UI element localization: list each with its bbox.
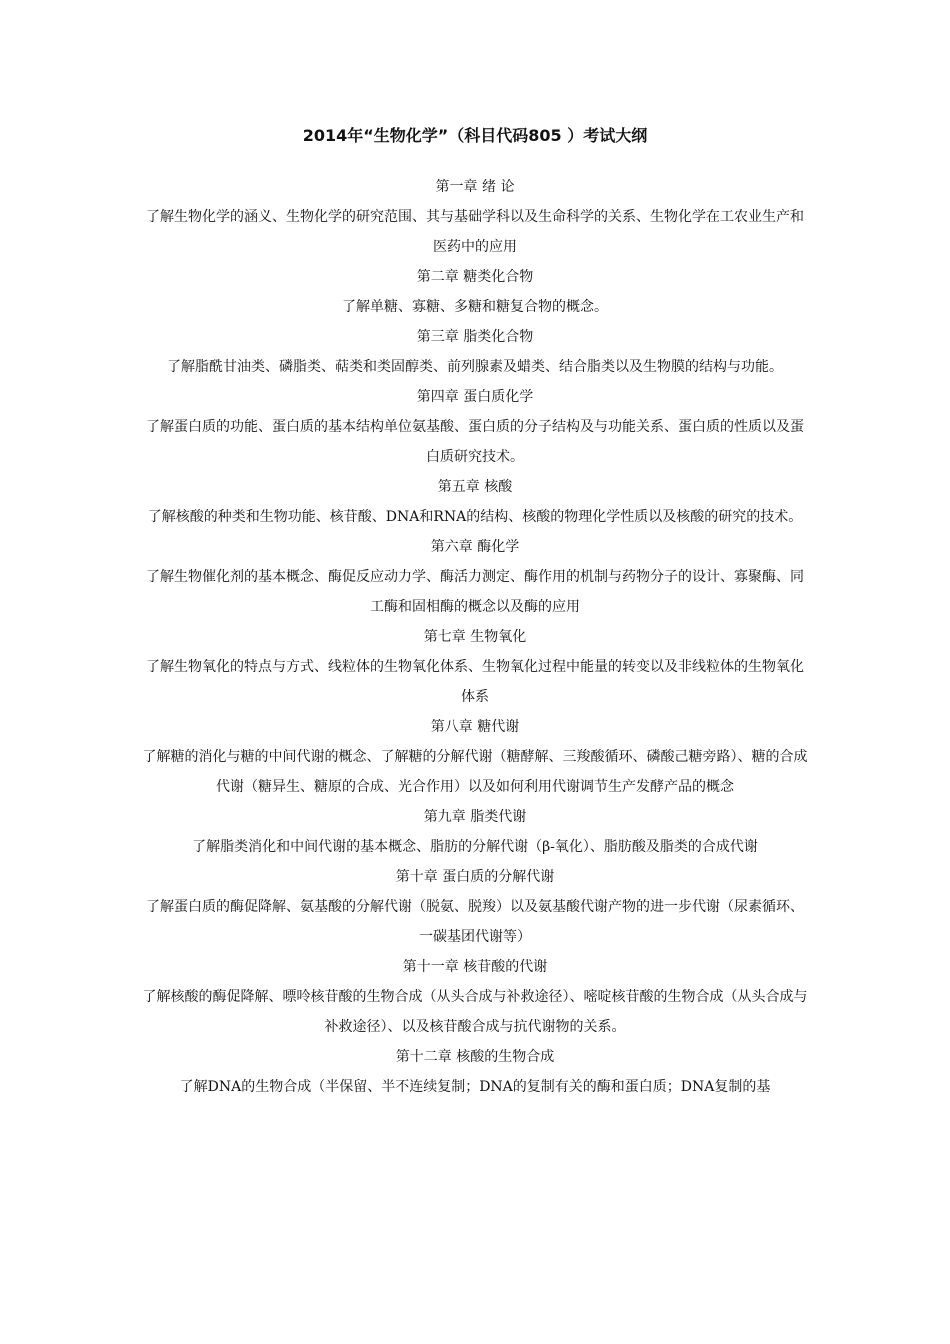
chapter-heading-11: 第十一章 核苷酸的代谢 xyxy=(402,959,548,975)
chapter-heading-10: 第十章 蛋白质的分解代谢 xyxy=(395,869,555,885)
chapter-body-7: 了解生物氧化的特点与方式、线粒体的生物氧化体系、生物氧化过程中能量的转变以及非线粒体的生物氧化体系 xyxy=(146,659,804,705)
chapter-section-6 xyxy=(142,532,808,622)
document-title: 2014年“生物化学”（科目代码805 ）考试大纲 xyxy=(302,126,648,145)
chapter-body-1: 了解生物化学的涵义、生物化学的研究范围、其与基础学科以及生命科学的关系、生物化学在工农业生产和医药中的应用 xyxy=(146,209,804,255)
chapter-section-3 xyxy=(142,322,808,382)
chapter-heading-12: 第十二章 核酸的生物合成 xyxy=(395,1049,555,1065)
chapter-heading-4: 第四章 蛋白质化学 xyxy=(416,389,534,405)
chapter-body-12: 了解DNA的生物合成（半保留、半不连续复制；DNA的复制有关的酶和蛋白质；DNA复制的基 xyxy=(179,1079,771,1095)
chapter-heading-8: 第八章 糖代谢 xyxy=(430,719,520,735)
chapter-body-11: 了解核酸的酶促降解、嘌呤核苷酸的生物合成（从头合成与补救途径）、嘧啶核苷酸的生物合成（从头合成与补救途径）、以及核苷酸合成与抗代谢物的关系。 xyxy=(142,989,808,1035)
chapter-section-2 xyxy=(142,262,808,322)
chapter-section-9 xyxy=(142,802,808,862)
chapter-section-10 xyxy=(142,862,808,952)
chapter-body-3: 了解脂酰甘油类、磷脂类、萜类和类固醇类、前列腺素及蜡类、结合脂类以及生物膜的结构与功能。 xyxy=(167,359,783,375)
chapter-heading-6: 第六章 酶化学 xyxy=(430,539,520,555)
chapter-heading-9: 第九章 脂类代谢 xyxy=(423,809,527,825)
chapter-section-12 xyxy=(142,1042,808,1102)
chapter-heading-2: 第二章 糖类化合物 xyxy=(416,269,534,285)
chapter-section-8 xyxy=(142,712,808,802)
chapter-heading-5: 第五章 核酸 xyxy=(437,479,513,495)
chapter-section-1 xyxy=(142,172,808,262)
chapter-body-10: 了解蛋白质的酶促降解、氨基酸的分解代谢（脱氨、脱羧）以及氨基酸代谢产物的进一步代谢（尿素循环、一碳基团代谢等） xyxy=(146,899,804,945)
document-content xyxy=(142,172,808,1102)
chapter-section-4 xyxy=(142,382,808,472)
chapter-heading-1: 第一章 绪 论 xyxy=(435,179,515,195)
chapter-body-6: 了解生物催化剂的基本概念、酶促反应动力学、酶活力测定、酶作用的机制与药物分子的设计、寡聚酶、同工酶和固相酶的概念以及酶的应用 xyxy=(146,569,804,615)
chapter-heading-7: 第七章 生物氧化 xyxy=(423,629,527,645)
chapter-body-5: 了解核酸的种类和生物功能、核苷酸、DNA和RNA的结构、核酸的物理化学性质以及核酸的研究的技术。 xyxy=(147,509,803,525)
chapter-body-4: 了解蛋白质的功能、蛋白质的基本结构单位氨基酸、蛋白质的分子结构及与功能关系、蛋白质的性质以及蛋白质研究技术。 xyxy=(146,419,804,465)
chapter-section-7 xyxy=(142,622,808,712)
chapter-section-11 xyxy=(142,952,808,1042)
chapter-section-5 xyxy=(142,472,808,532)
chapter-body-8: 了解糖的消化与糖的中间代谢的概念、了解糖的分解代谢（糖酵解、三羧酸循环、磷酸己糖旁路）、糖的合成代谢（糖异生、糖原的合成、光合作用）以及如何利用代谢调节生产发酵产品的概念 xyxy=(142,749,808,795)
chapter-body-2: 了解单糖、寡糖、多糖和糖复合物的概念。 xyxy=(342,299,608,315)
chapter-body-9: 了解脂类消化和中间代谢的基本概念、脂肪的分解代谢（β-氧化）、脂肪酸及脂类的合成代谢 xyxy=(192,839,758,855)
chapter-heading-3: 第三章 脂类化合物 xyxy=(416,329,534,345)
